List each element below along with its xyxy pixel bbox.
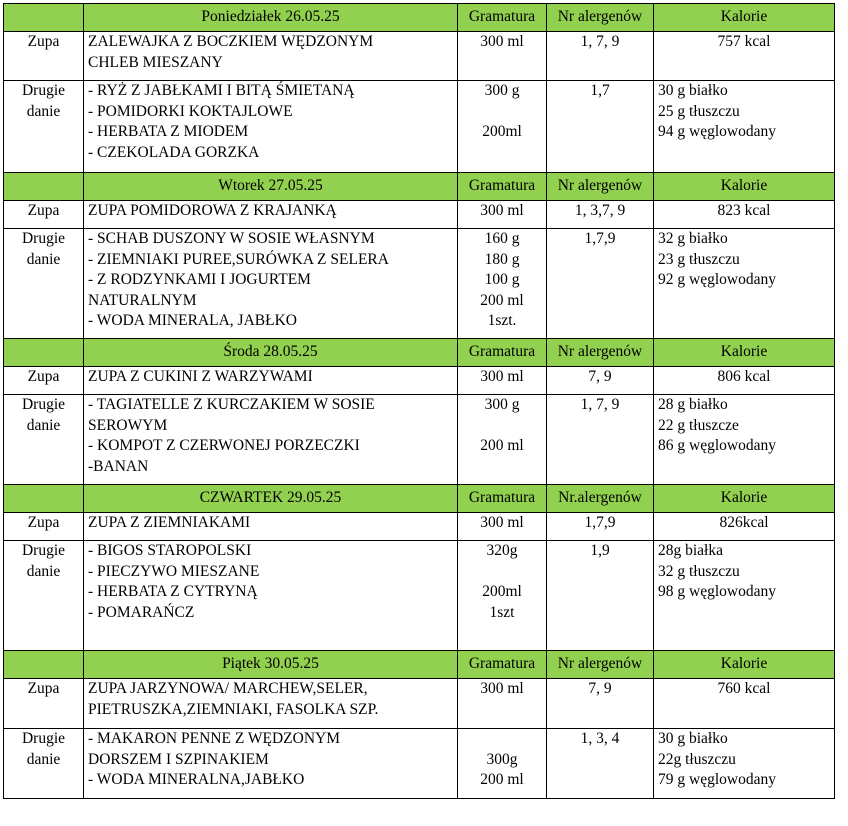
soup-row: [4, 201, 835, 229]
soup-kcal: 806 kcal: [654, 367, 835, 395]
day-header-row: [4, 651, 835, 679]
main-grams: 300g 200 ml: [458, 729, 547, 799]
empty-cell: [4, 485, 84, 513]
main-row: [4, 729, 835, 799]
gramatura-header: Gramatura: [458, 173, 547, 201]
empty-cell: [4, 339, 84, 367]
empty-cell: [4, 651, 84, 679]
main-items: - RYŻ Z JABŁKAMI I BITĄ ŚMIETANĄ - POMIDORKI KOKTAJLOWE - HERBATA Z MIODEM - CZEKOLADA GORZKA: [84, 81, 458, 173]
gramatura-header: Gramatura: [458, 651, 547, 679]
soup-kcal: 757 kcal: [654, 32, 835, 81]
day-header-row: [4, 339, 835, 367]
day-title: CZWARTEK 29.05.25: [84, 485, 458, 513]
main-row: [4, 81, 835, 173]
soup-name: ZUPA Z CUKINI Z WARZYWAMI: [84, 367, 458, 395]
allergens-header: Nr alergenów: [547, 339, 654, 367]
soup-allergens: 7, 9: [547, 367, 654, 395]
soup-grams: 300 ml: [458, 201, 547, 229]
allergens-header: Nr alergenów: [547, 651, 654, 679]
main-nutrition: 28g białka 32 g tłuszczu 98 g węglowodany: [654, 541, 835, 651]
soup-allergens: 1,7,9: [547, 513, 654, 541]
calories-header: Kalorie: [654, 173, 835, 201]
calories-header: Kalorie: [654, 4, 835, 32]
main-nutrition: 30 g białko 22g tłuszczu 79 g węglowodany: [654, 729, 835, 799]
soup-grams: 300 ml: [458, 367, 547, 395]
soup-label: Zupa: [4, 201, 84, 229]
day-header-row: [4, 485, 835, 513]
day-title: Piątek 30.05.25: [84, 651, 458, 679]
day-title: Poniedziałek 26.05.25: [84, 4, 458, 32]
main-allergens: 1,9: [547, 541, 654, 651]
main-items: - MAKARON PENNE Z WĘDZONYM DORSZEM I SZPINAKIEM - WODA MINERALNA,JABŁKO: [84, 729, 458, 799]
main-grams: 160 g 180 g 100 g 200 ml 1szt.: [458, 229, 547, 339]
day-title: Wtorek 27.05.25: [84, 173, 458, 201]
main-row: [4, 541, 835, 651]
allergens-header: Nr alergenów: [547, 4, 654, 32]
main-items: - TAGIATELLE Z KURCZAKIEM W SOSIE SEROWYM - KOMPOT Z CZERWONEJ PORZECZKI -BANAN: [84, 395, 458, 485]
soup-row: [4, 32, 835, 81]
soup-allergens: 7, 9: [547, 679, 654, 729]
main-allergens: 1,7: [547, 81, 654, 173]
soup-row: [4, 513, 835, 541]
soup-label: Zupa: [4, 367, 84, 395]
main-allergens: 1, 7, 9: [547, 395, 654, 485]
soup-allergens: 1, 7, 9: [547, 32, 654, 81]
main-nutrition: 32 g białko 23 g tłuszczu 92 g węglowodany: [654, 229, 835, 339]
main-grams: 300 g 200 ml: [458, 395, 547, 485]
calories-header: Kalorie: [654, 485, 835, 513]
main-grams: 300 g 200ml: [458, 81, 547, 173]
main-label: Drugie danie: [4, 541, 84, 651]
main-nutrition: 30 g białko 25 g tłuszczu 94 g węglowodany: [654, 81, 835, 173]
soup-label: Zupa: [4, 679, 84, 729]
soup-name: ZUPA POMIDOROWA Z KRAJANKĄ: [84, 201, 458, 229]
main-items: - SCHAB DUSZONY W SOSIE WŁASNYM - ZIEMNIAKI PUREE,SURÓWKA Z SELERA - Z RODZYNKAMI I JOGURTEM NATURALNYM - WODA MINERALA, JABŁKO: [84, 229, 458, 339]
main-allergens: 1, 3, 4: [547, 729, 654, 799]
soup-label: Zupa: [4, 513, 84, 541]
day-header-row: [4, 173, 835, 201]
allergens-header: Nr alergenów: [547, 173, 654, 201]
main-allergens: 1,7,9: [547, 229, 654, 339]
gramatura-header: Gramatura: [458, 485, 547, 513]
main-label: Drugie danie: [4, 229, 84, 339]
gramatura-header: Gramatura: [458, 339, 547, 367]
main-label: Drugie danie: [4, 729, 84, 799]
soup-name: ZUPA Z ZIEMNIAKAMI: [84, 513, 458, 541]
weekly-menu-table: [3, 3, 835, 799]
calories-header: Kalorie: [654, 339, 835, 367]
day-header-row: [4, 4, 835, 32]
soup-row: [4, 679, 835, 729]
soup-grams: 300 ml: [458, 679, 547, 729]
main-row: [4, 229, 835, 339]
soup-name: ZALEWAJKA Z BOCZKIEM WĘDZONYM CHLEB MIESZANY: [84, 32, 458, 81]
main-row: [4, 395, 835, 485]
calories-header: Kalorie: [654, 651, 835, 679]
soup-label: Zupa: [4, 32, 84, 81]
gramatura-header: Gramatura: [458, 4, 547, 32]
empty-cell: [4, 173, 84, 201]
main-items: - BIGOS STAROPOLSKI - PIECZYWO MIESZANE - HERBATA Z CYTRYNĄ - POMARAŃCZ: [84, 541, 458, 651]
soup-kcal: 823 kcal: [654, 201, 835, 229]
soup-name: ZUPA JARZYNOWA/ MARCHEW,SELER, PIETRUSZKA,ZIEMNIAKI, FASOLKA SZP.: [84, 679, 458, 729]
empty-cell: [4, 4, 84, 32]
allergens-header: Nr.alergenów: [547, 485, 654, 513]
soup-kcal: 826kcal: [654, 513, 835, 541]
day-title: Środa 28.05.25: [84, 339, 458, 367]
soup-row: [4, 367, 835, 395]
main-label: Drugie danie: [4, 395, 84, 485]
main-nutrition: 28 g białko 22 g tłuszcze 86 g węglowodany: [654, 395, 835, 485]
soup-grams: 300 ml: [458, 513, 547, 541]
main-label: Drugie danie: [4, 81, 84, 173]
soup-allergens: 1, 3,7, 9: [547, 201, 654, 229]
soup-kcal: 760 kcal: [654, 679, 835, 729]
soup-grams: 300 ml: [458, 32, 547, 81]
main-grams: 320g 200ml 1szt: [458, 541, 547, 651]
